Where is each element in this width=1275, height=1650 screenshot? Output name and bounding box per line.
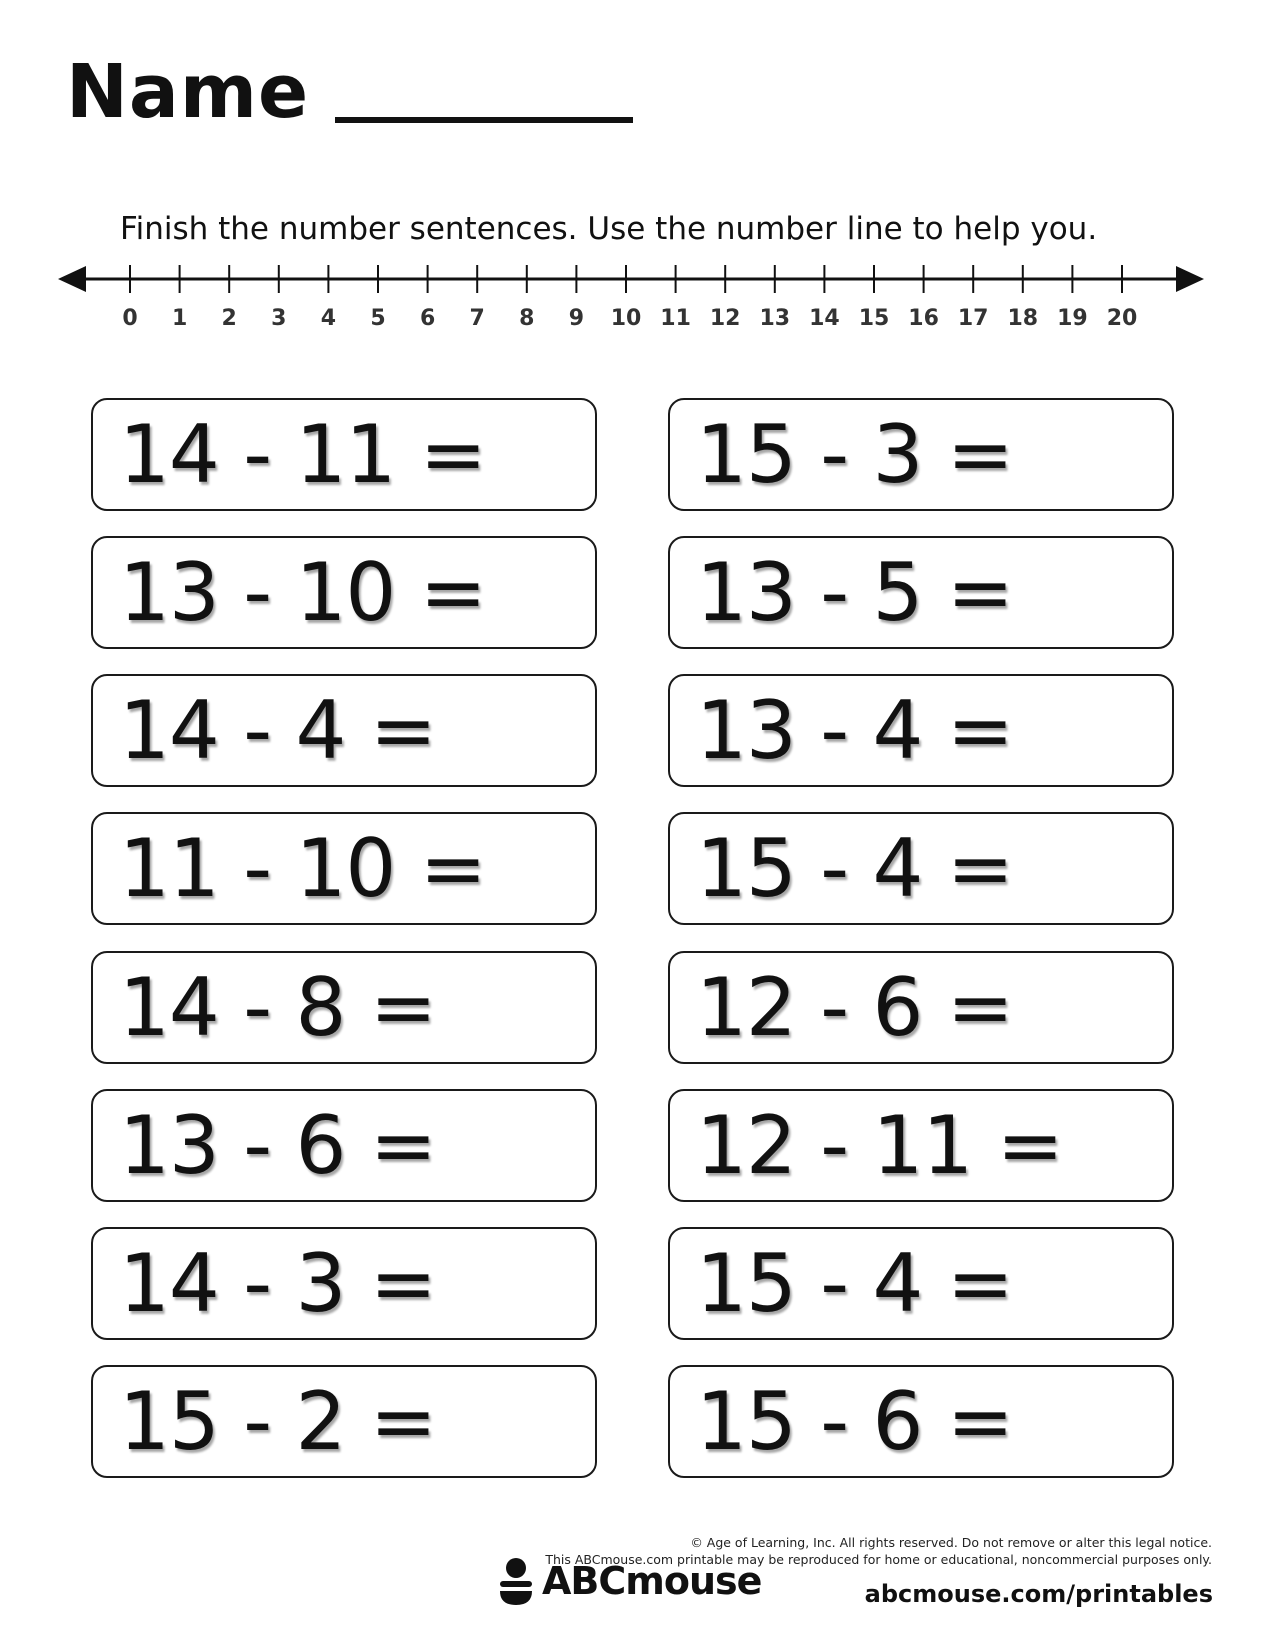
mouse-logo-icon — [498, 1556, 534, 1606]
tick-label: 19 — [1057, 306, 1088, 331]
problem-box-right-1[interactable] — [668, 398, 1174, 511]
tick-label: 11 — [660, 306, 691, 331]
problem-box-right-5[interactable] — [668, 951, 1174, 1064]
problem-box-left-7[interactable] — [91, 1227, 597, 1340]
tick-label: 3 — [271, 306, 287, 331]
equation-text: 13 - 5 = — [696, 545, 1013, 639]
equation-text: 13 - 10 = — [119, 545, 486, 639]
equation-text: 11 - 10 = — [119, 821, 486, 915]
right-arrow-icon — [1176, 266, 1204, 292]
tick-label: 7 — [469, 306, 485, 331]
problem-box-right-7[interactable] — [668, 1227, 1174, 1340]
equation-text: 14 - 3 = — [119, 1236, 436, 1330]
tick-label: 20 — [1106, 306, 1138, 331]
equation-text: 15 - 3 = — [696, 407, 1013, 501]
tick-label: 14 — [809, 306, 840, 331]
tick-label: 12 — [709, 306, 741, 331]
equation-text: 15 - 4 = — [696, 821, 1013, 915]
tick-label: 2 — [221, 306, 237, 331]
legal-line-1: © Age of Learning, Inc. All rights reserved. Do not remove or alter this legal notice. — [690, 1535, 1212, 1550]
tick-label: 4 — [320, 306, 337, 331]
equation-text: 13 - 6 = — [119, 1098, 436, 1192]
problem-box-left-3[interactable] — [91, 674, 597, 787]
problem-box-left-1[interactable] — [91, 398, 597, 511]
equation-text: 14 - 4 = — [119, 683, 436, 777]
problem-box-left-8[interactable] — [91, 1365, 597, 1478]
equation-text: 15 - 4 = — [696, 1236, 1013, 1330]
tick-label: 15 — [858, 306, 890, 331]
instructions: Finish the number sentences. Use the number line to help you. — [120, 211, 1098, 247]
problem-box-left-5[interactable] — [91, 951, 597, 1064]
tick-label: 16 — [908, 306, 939, 331]
abcmouse-logo — [498, 1556, 761, 1606]
printables-url[interactable]: abcmouse.com/printables — [864, 1580, 1213, 1608]
tick-label: 18 — [1007, 306, 1039, 331]
left-arrow-icon — [58, 266, 86, 292]
equation-text: 14 - 11 = — [119, 407, 486, 501]
equation-text: 15 - 2 = — [119, 1374, 436, 1468]
problem-box-right-6[interactable] — [668, 1089, 1174, 1202]
tick-label: 1 — [171, 306, 188, 331]
name-label: Name — [66, 49, 310, 135]
problem-box-left-6[interactable] — [91, 1089, 597, 1202]
equation-text: 14 - 8 = — [119, 960, 436, 1054]
brand-name: ABCmouse — [542, 1559, 762, 1603]
tick-label: 8 — [519, 306, 535, 331]
problem-box-left-4[interactable] — [91, 812, 597, 925]
equation-text: 13 - 4 = — [696, 683, 1013, 777]
problem-box-left-2[interactable] — [91, 536, 597, 649]
equation-text: 12 - 11 = — [696, 1098, 1063, 1192]
problem-box-right-8[interactable] — [668, 1365, 1174, 1478]
tick-label: 0 — [122, 306, 138, 331]
problem-box-right-4[interactable] — [668, 812, 1174, 925]
tick-label: 17 — [957, 306, 989, 331]
tick-label: 9 — [568, 306, 585, 331]
legal-line-2: This ABCmouse.com printable may be reproduced for home or educational, noncommercial purposes only. — [545, 1552, 1212, 1567]
problem-box-right-3[interactable] — [668, 674, 1174, 787]
equation-text: 15 - 6 = — [696, 1374, 1013, 1468]
tick-label: 6 — [419, 306, 436, 331]
tick-label: 10 — [610, 306, 642, 331]
tick-label: 5 — [370, 306, 386, 331]
tick-label: 13 — [759, 306, 791, 331]
equation-text: 12 - 6 = — [696, 960, 1013, 1054]
number-line — [0, 0, 1275, 340]
problem-box-right-2[interactable] — [668, 536, 1174, 649]
